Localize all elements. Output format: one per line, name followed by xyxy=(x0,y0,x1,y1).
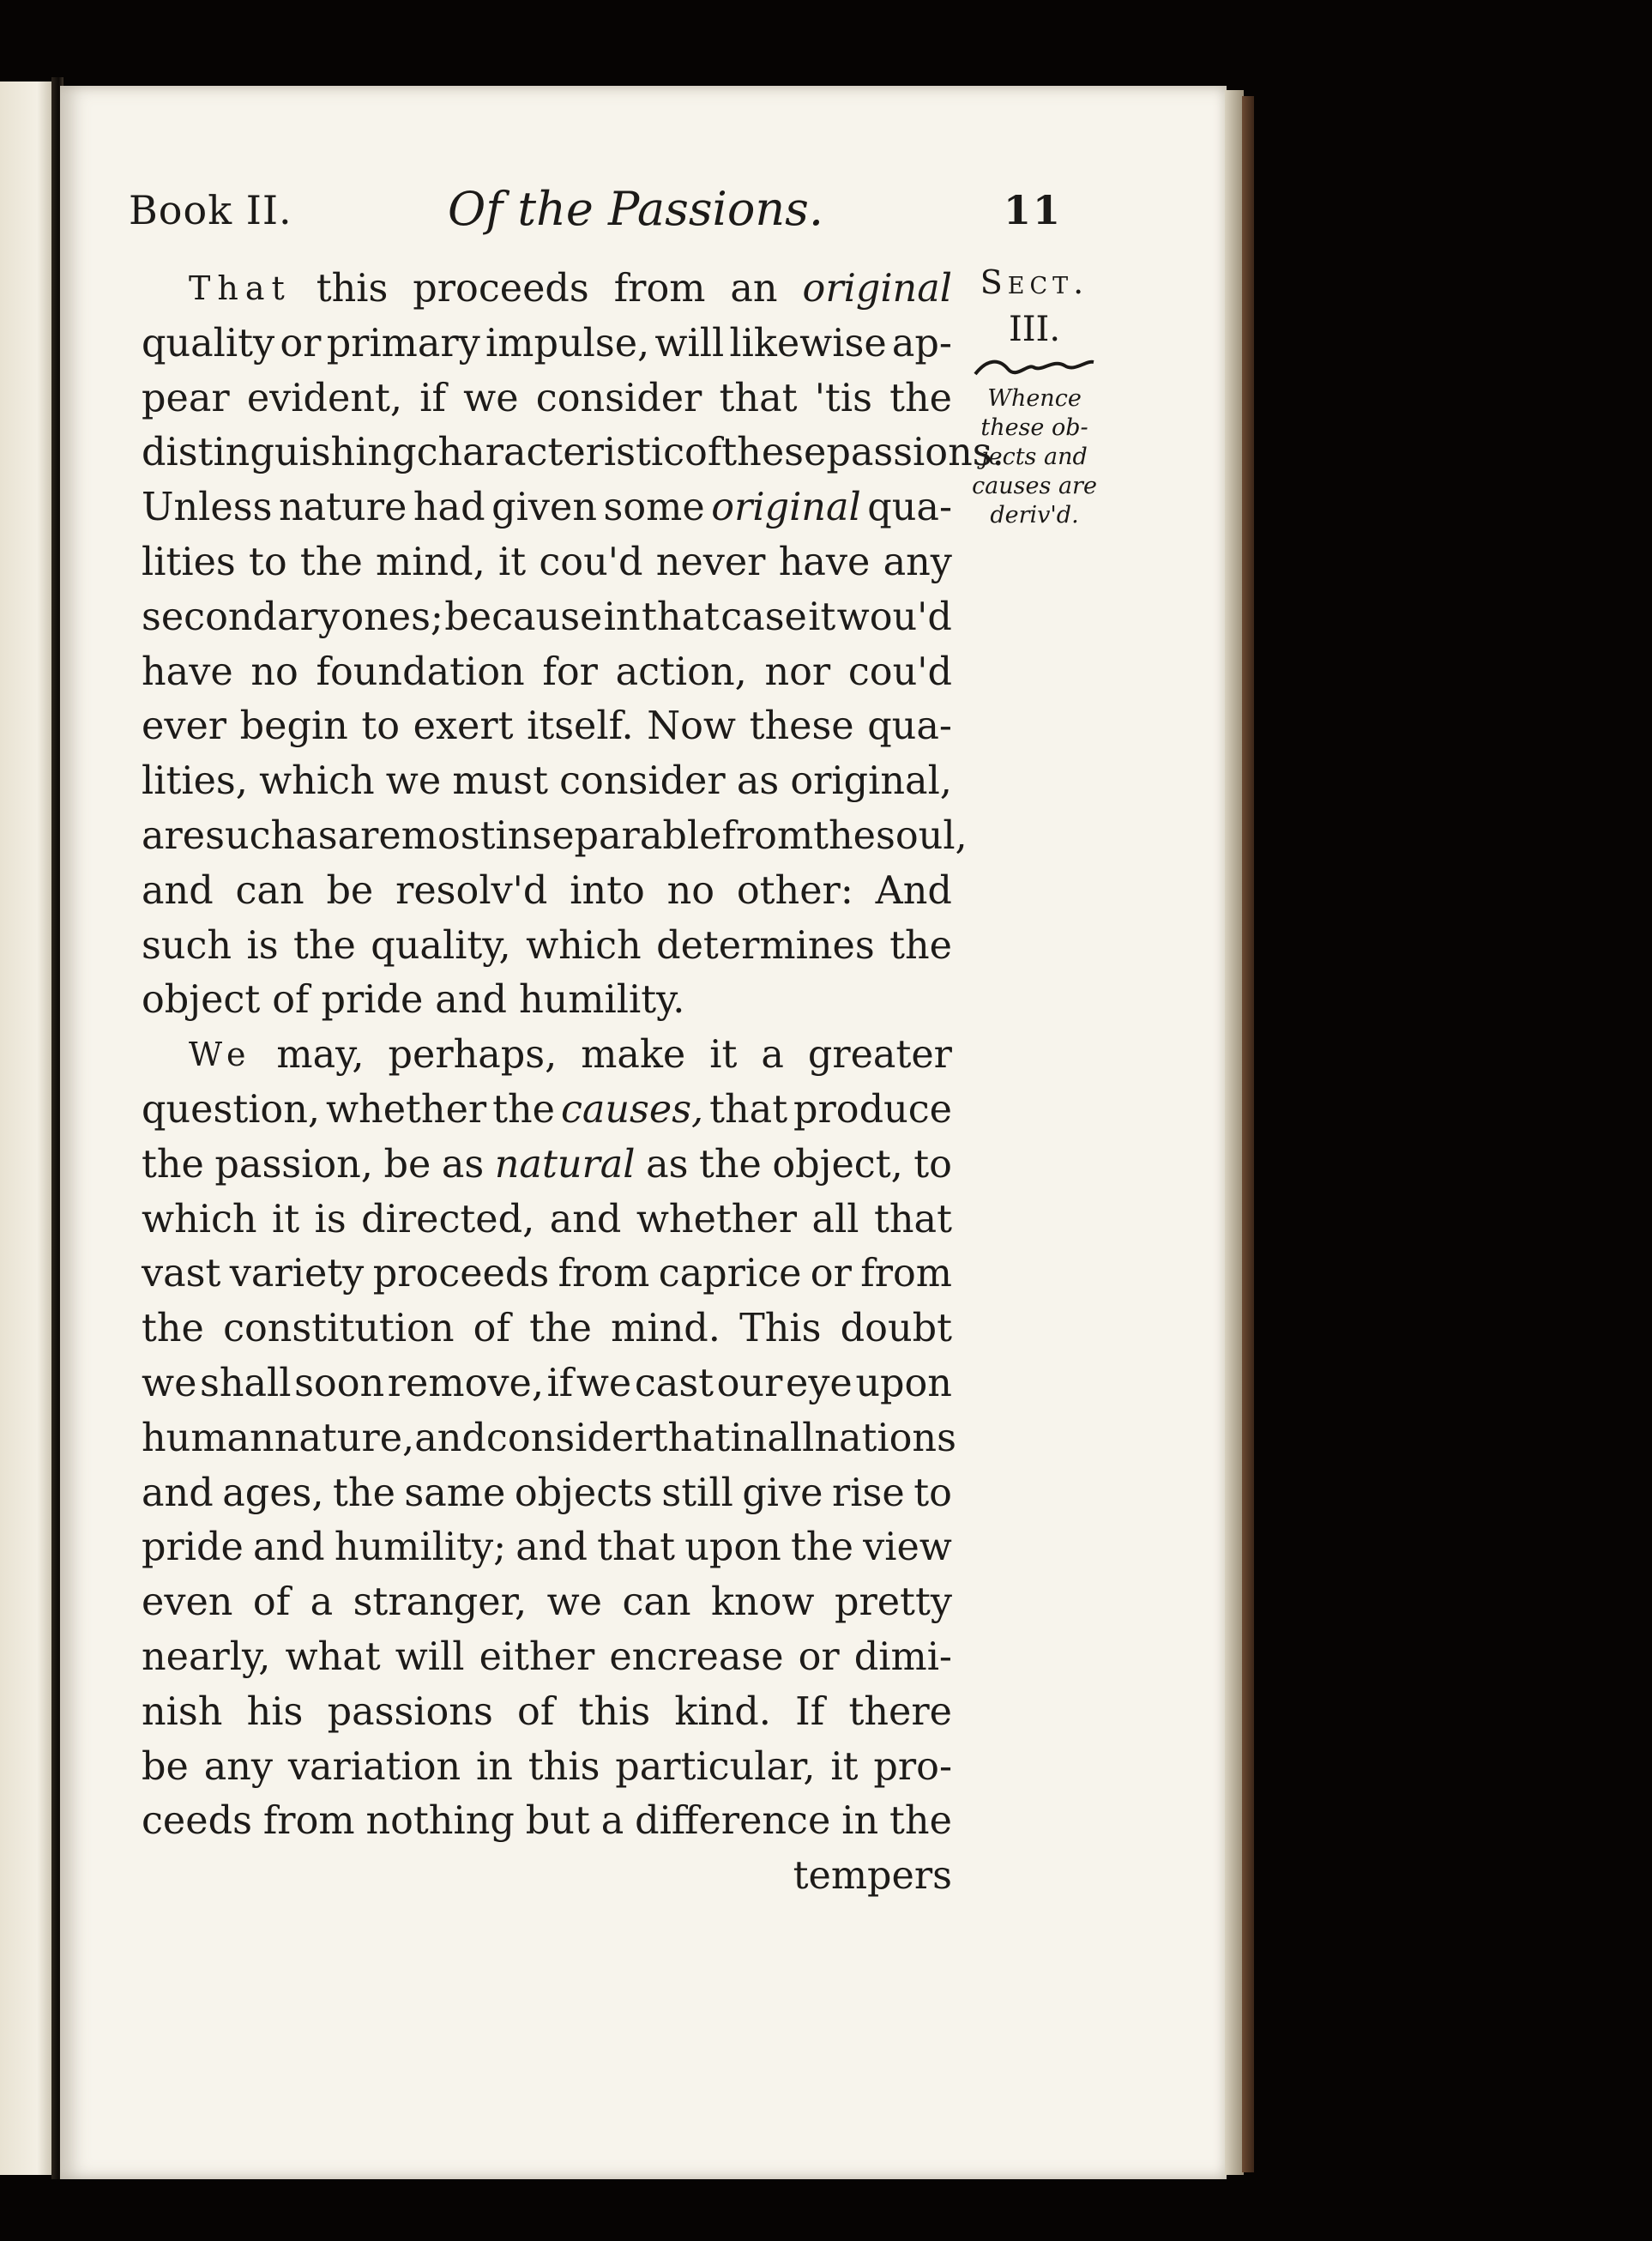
word: it xyxy=(830,1744,859,1789)
word: an xyxy=(730,267,778,311)
word: perhaps, xyxy=(388,1033,558,1078)
word: stranger, xyxy=(353,1580,528,1625)
word: evident, xyxy=(246,376,403,420)
word: variation xyxy=(287,1744,461,1789)
text-line xyxy=(142,1083,952,1138)
word: That xyxy=(189,269,292,307)
word: that xyxy=(597,1525,676,1570)
word: ages, xyxy=(222,1471,324,1515)
word: primary xyxy=(326,321,480,365)
word: human xyxy=(142,1416,274,1460)
text-line xyxy=(142,699,952,754)
word: the xyxy=(889,376,952,420)
word: which xyxy=(259,759,375,804)
word: greater xyxy=(807,1033,952,1078)
text-line xyxy=(142,1028,952,1083)
text-line xyxy=(142,1575,952,1630)
word: most xyxy=(401,813,496,858)
word: these xyxy=(749,704,854,749)
word: quality xyxy=(142,321,275,365)
word: either xyxy=(479,1634,595,1679)
word: and xyxy=(414,1416,486,1460)
word: that xyxy=(652,1416,731,1460)
word: that xyxy=(874,1197,952,1241)
word: as xyxy=(441,1142,485,1187)
page-number: 11 xyxy=(1004,187,1063,233)
word: original xyxy=(711,486,861,530)
word: original xyxy=(802,267,952,311)
word: these xyxy=(721,431,827,475)
word: vast xyxy=(142,1252,221,1296)
text-line xyxy=(142,1685,952,1740)
word: soon xyxy=(294,1361,385,1405)
body-text xyxy=(142,262,1004,1904)
word: the xyxy=(492,1087,556,1132)
word: all xyxy=(811,1197,859,1241)
word: object xyxy=(142,978,261,1023)
word: nish xyxy=(142,1689,223,1734)
word: this xyxy=(528,1744,600,1789)
marginal-note xyxy=(957,257,1112,530)
word: itself. xyxy=(527,704,634,749)
word: This xyxy=(739,1307,822,1351)
word: this xyxy=(316,267,389,311)
word: remove, xyxy=(387,1361,544,1405)
word: and xyxy=(515,1525,588,1570)
word: original, xyxy=(790,759,952,804)
word: foundation xyxy=(316,649,525,694)
word: qua- xyxy=(867,704,952,749)
section-number: III. xyxy=(1008,310,1061,349)
word: particular, xyxy=(615,1744,816,1789)
word: nearly, xyxy=(142,1634,271,1679)
word: proceeds xyxy=(413,267,589,311)
text-line xyxy=(142,590,952,645)
word: pro- xyxy=(873,1744,952,1789)
word: in xyxy=(841,1799,879,1844)
word: and xyxy=(549,1197,622,1241)
word: our xyxy=(716,1361,783,1405)
running-title: Of the Passions. xyxy=(448,182,823,236)
word: passions xyxy=(327,1689,493,1734)
word: variety xyxy=(229,1252,365,1296)
word: impulse, xyxy=(485,321,650,365)
word: upon xyxy=(684,1525,781,1570)
word: is xyxy=(314,1197,347,1241)
word: pride xyxy=(321,978,424,1023)
word: causes, xyxy=(560,1087,704,1132)
word: must xyxy=(452,759,548,804)
running-header xyxy=(129,182,1106,256)
facing-page-edge xyxy=(0,82,53,2175)
word: if xyxy=(546,1361,574,1405)
word: upon xyxy=(855,1361,952,1405)
marginal-note-line: jects and xyxy=(981,444,1088,470)
word: never xyxy=(655,540,766,584)
word: ap- xyxy=(891,321,952,365)
word: secondary xyxy=(142,595,340,639)
word: that xyxy=(641,595,720,639)
word: can xyxy=(622,1580,691,1625)
word: as xyxy=(736,759,780,804)
word: we xyxy=(463,376,519,420)
text-line xyxy=(142,262,952,317)
text-line xyxy=(142,645,952,700)
word: have xyxy=(142,649,233,694)
text-line xyxy=(142,919,952,974)
word: it xyxy=(272,1197,300,1241)
word: even xyxy=(142,1580,233,1625)
word: doubt xyxy=(840,1307,952,1351)
word: any xyxy=(203,1744,274,1789)
word: give xyxy=(742,1471,823,1515)
leather-binding xyxy=(1242,96,1254,2172)
word: the xyxy=(813,813,877,858)
word: same xyxy=(404,1471,506,1515)
word: this xyxy=(578,1689,651,1734)
word: we xyxy=(546,1580,603,1625)
word: shall xyxy=(200,1361,292,1405)
word: the xyxy=(299,540,363,584)
text-line xyxy=(142,809,968,864)
book-label: Book II. xyxy=(129,187,292,233)
catchword: tempers xyxy=(793,1854,952,1899)
word: the xyxy=(698,1142,762,1187)
word: are xyxy=(337,813,401,858)
word: and xyxy=(252,1525,325,1570)
word: which xyxy=(142,1197,257,1241)
word: such xyxy=(142,923,232,968)
word: in xyxy=(476,1744,513,1789)
text-line xyxy=(142,1630,952,1685)
word: it xyxy=(709,1033,738,1078)
text-line xyxy=(142,1302,952,1356)
word: nature, xyxy=(274,1416,415,1460)
word: to xyxy=(249,540,287,584)
word: the xyxy=(529,1307,592,1351)
word: can xyxy=(235,868,304,913)
marginal-note-line: causes are xyxy=(972,473,1097,499)
word: distinguishing xyxy=(142,431,417,475)
word: We xyxy=(189,1036,253,1074)
word: we xyxy=(142,1361,197,1405)
word: nothing xyxy=(365,1799,515,1844)
word: directed, xyxy=(361,1197,535,1241)
word: to xyxy=(913,1471,952,1515)
word: passions. xyxy=(826,431,1004,475)
word: given xyxy=(491,486,597,530)
word: case xyxy=(720,595,807,639)
word: still xyxy=(661,1471,733,1515)
word: or xyxy=(280,321,322,365)
word: for xyxy=(542,649,598,694)
word: of xyxy=(272,978,310,1023)
word: characteristic xyxy=(416,431,685,475)
word: no xyxy=(666,868,715,913)
word: all xyxy=(767,1416,815,1460)
word: cast xyxy=(634,1361,714,1405)
text-line xyxy=(142,426,1004,480)
word: eye xyxy=(785,1361,853,1405)
word: but xyxy=(525,1799,590,1844)
word: of xyxy=(473,1307,510,1351)
word: are xyxy=(142,813,206,858)
page-stack-edge xyxy=(1225,90,1244,2175)
word: what xyxy=(285,1634,381,1679)
word: lities xyxy=(142,540,236,584)
word: Now xyxy=(647,704,737,749)
text-line xyxy=(142,317,952,371)
word: consider xyxy=(535,376,702,420)
word: to xyxy=(361,704,401,749)
catchword-line xyxy=(142,1849,952,1904)
section-label: Sect. xyxy=(980,263,1089,301)
word: because xyxy=(444,595,603,639)
word: pride xyxy=(142,1525,244,1570)
word: resolv'd xyxy=(395,868,548,913)
word: cou'd xyxy=(847,649,952,694)
word: the xyxy=(142,1307,204,1351)
word: know xyxy=(711,1580,815,1625)
word: it xyxy=(808,595,836,639)
word: 'tis xyxy=(814,376,872,420)
word: from xyxy=(860,1252,952,1296)
word: If xyxy=(795,1689,825,1734)
ornament-swash-icon xyxy=(970,355,1099,381)
word: likewise xyxy=(729,321,887,365)
word: had xyxy=(413,486,485,530)
word: no xyxy=(250,649,298,694)
word: as xyxy=(646,1142,689,1187)
word: the xyxy=(791,1525,853,1570)
word: difference xyxy=(635,1799,831,1844)
word: caprice xyxy=(658,1252,802,1296)
word: nature xyxy=(278,486,407,530)
word: of xyxy=(684,431,722,475)
text-line xyxy=(142,480,952,535)
text-line xyxy=(142,754,952,809)
word: constitution xyxy=(223,1307,455,1351)
marginal-note-line: Whence xyxy=(987,385,1082,412)
word: lities, xyxy=(142,759,248,804)
word: ones; xyxy=(341,595,443,639)
word: will xyxy=(395,1634,465,1679)
word: the xyxy=(333,1471,395,1515)
word: inseparable xyxy=(495,813,722,858)
word: the xyxy=(142,1142,204,1187)
word: there xyxy=(848,1689,952,1734)
word: mind. xyxy=(611,1307,720,1351)
word: in xyxy=(603,595,641,639)
text-line xyxy=(142,1247,952,1302)
word: from xyxy=(721,813,814,858)
word: make xyxy=(581,1033,686,1078)
word: pear xyxy=(142,376,230,420)
word: wou'd xyxy=(836,595,952,639)
text-line xyxy=(142,1740,952,1795)
word: the xyxy=(889,1799,952,1844)
text-line xyxy=(142,864,952,919)
word: a xyxy=(310,1580,334,1625)
text-line xyxy=(142,1193,952,1247)
word: determines xyxy=(656,923,875,968)
word: encrease xyxy=(609,1634,784,1679)
word: of xyxy=(517,1689,555,1734)
word: or xyxy=(810,1252,852,1296)
word: kind. xyxy=(674,1689,771,1734)
word: in xyxy=(730,1416,768,1460)
word: nations xyxy=(814,1416,956,1460)
word: cou'd xyxy=(539,540,643,584)
word: his xyxy=(246,1689,304,1734)
word: passion, xyxy=(214,1142,373,1187)
word: or xyxy=(798,1634,840,1679)
word: soul, xyxy=(876,813,968,858)
text-line xyxy=(142,1138,952,1193)
word: a xyxy=(600,1799,624,1844)
word: Unless xyxy=(142,486,273,530)
text-line xyxy=(142,1520,952,1575)
word: dimi- xyxy=(853,1634,952,1679)
word: and xyxy=(142,868,214,913)
text-line xyxy=(142,535,952,590)
word: natural xyxy=(494,1142,636,1187)
word: rise xyxy=(832,1471,905,1515)
marginal-note-text xyxy=(957,384,1112,530)
word: a xyxy=(761,1033,784,1078)
marginal-note-line: these ob- xyxy=(980,414,1088,441)
text-line xyxy=(142,1466,952,1521)
word: some xyxy=(603,486,705,530)
word: any xyxy=(883,540,952,584)
word: objects xyxy=(514,1471,653,1515)
word: humility. xyxy=(518,978,685,1023)
word: which xyxy=(526,923,642,968)
word: mind, xyxy=(376,540,485,584)
word: that xyxy=(709,1087,788,1132)
word: the xyxy=(292,923,356,968)
word: may, xyxy=(276,1033,365,1078)
word: qua- xyxy=(867,486,952,530)
text-line xyxy=(142,1411,956,1466)
word: pretty xyxy=(834,1580,952,1625)
word: if xyxy=(419,376,446,420)
word: be xyxy=(326,868,374,913)
word: we xyxy=(385,759,442,804)
word: and xyxy=(435,978,507,1023)
word: it xyxy=(498,540,527,584)
word: exert xyxy=(413,704,514,749)
word: produce xyxy=(793,1087,952,1132)
word: and xyxy=(142,1471,214,1515)
word: is xyxy=(246,923,279,968)
text-line xyxy=(142,1356,952,1411)
word: begin xyxy=(239,704,348,749)
word: be xyxy=(142,1744,189,1789)
word: we xyxy=(576,1361,632,1405)
word: from xyxy=(262,1799,355,1844)
word: object, xyxy=(772,1142,903,1187)
word: whether xyxy=(325,1087,487,1132)
word: have xyxy=(778,540,871,584)
text-line xyxy=(142,1794,952,1849)
word: from xyxy=(558,1252,650,1296)
word: question, xyxy=(142,1087,321,1132)
word: view xyxy=(863,1525,952,1570)
text-line xyxy=(142,973,952,1028)
word: that xyxy=(719,376,798,420)
word: ever xyxy=(142,704,227,749)
word: to xyxy=(913,1142,952,1187)
word: And xyxy=(875,868,952,913)
word: ceeds xyxy=(142,1799,252,1844)
marginal-note-line: deriv'd. xyxy=(990,502,1079,529)
word: the xyxy=(889,923,952,968)
word: other: xyxy=(736,868,853,913)
word: whether xyxy=(636,1197,798,1241)
word: such xyxy=(205,813,296,858)
word: into xyxy=(570,868,645,913)
word: from xyxy=(613,267,706,311)
word: of xyxy=(252,1580,291,1625)
word: quality, xyxy=(371,923,511,968)
word: action, xyxy=(615,649,747,694)
text-line xyxy=(142,371,952,426)
word: will xyxy=(654,321,725,365)
word: be xyxy=(383,1142,431,1187)
word: as xyxy=(295,813,338,858)
word: proceeds xyxy=(372,1252,550,1296)
word: consider xyxy=(559,759,726,804)
word: nor xyxy=(764,649,831,694)
word: consider xyxy=(485,1416,653,1460)
word: humility; xyxy=(334,1525,507,1570)
